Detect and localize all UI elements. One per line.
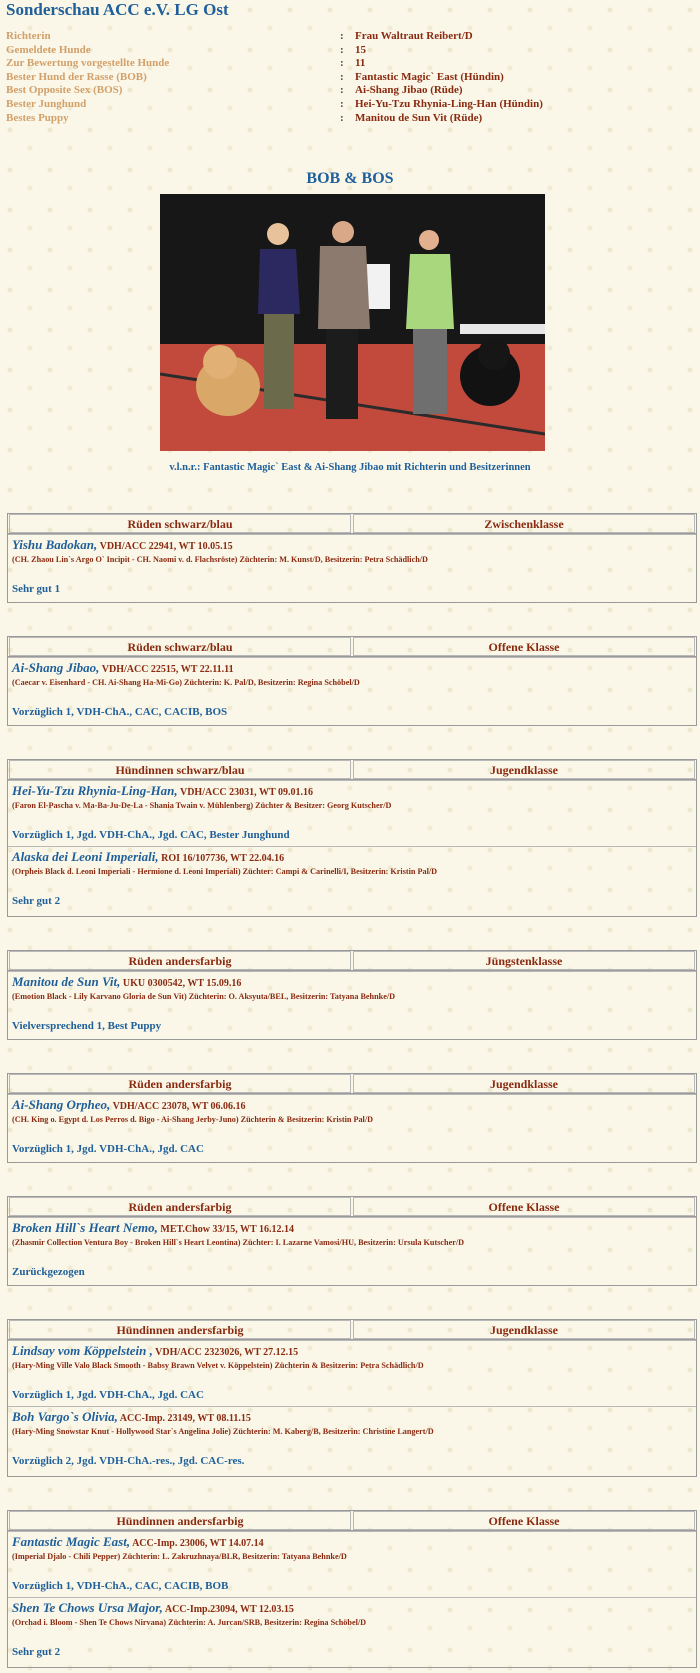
class-table-header	[8, 637, 696, 657]
class-label: Jugendklasse	[353, 1074, 695, 1093]
group-label: Rüden schwarz/blau	[9, 637, 351, 656]
dog-name-line	[12, 1534, 692, 1550]
dog-name-line	[12, 1220, 692, 1236]
dog-entry	[8, 1217, 696, 1283]
summary-label: Bester Junghund	[6, 97, 87, 110]
summary-value: 15	[355, 43, 366, 56]
dog-registration: ACC-Imp. 23149, WT 08.11.15	[119, 1413, 251, 1424]
class-table	[7, 1073, 697, 1163]
class-table	[7, 759, 697, 917]
group-label: Rüden andersfarbig	[9, 1197, 351, 1216]
summary-label: Zur Bewertung vorgestellte Hunde	[6, 57, 170, 70]
dog-name-line	[12, 537, 692, 553]
class-label: Jugendklasse	[353, 1320, 695, 1339]
dog-entry	[8, 657, 696, 723]
dog-registration: VDH/ACC 22941, WT 10.05.15	[99, 541, 233, 552]
summary-row	[6, 98, 696, 112]
dog-name: Manitou de Sun Vit,	[12, 974, 121, 989]
group-label: Rüden schwarz/blau	[9, 514, 351, 533]
dog-name-line	[12, 849, 692, 865]
dog-pedigree: (Orpheis Black d. Leoni Imperiali - Hermione d. Leoni Imperiali) Züchter: Campi & Carinelli/I, Besitzerin: Kristin Pal/D	[12, 867, 438, 876]
dog-name: Ai-Shang Jibao,	[12, 660, 100, 675]
class-table-header	[8, 951, 696, 971]
photo-caption: v.l.n.r.: Fantastic Magic` East & Ai-Shang Jibao mit Richterin und Besitzerinnen	[169, 462, 531, 473]
dog-registration: MET.Chow 33/15, WT 16.12.14	[160, 1224, 295, 1235]
dog-result: Vorzüglich 1, Jgd. VDH-ChA., Jgd. CAC	[12, 1143, 204, 1155]
class-table	[7, 636, 697, 726]
dog-pedigree: (CH. King o. Egypt d. Los Perros d. Bigo - Ai-Shang Jerby-Juno) Züchterin & Besitzerin: Kristin Pal/D	[12, 1115, 374, 1124]
dog-result: Sehr gut 2	[12, 1646, 61, 1658]
class-table	[7, 1196, 697, 1286]
dog-pedigree: (Caecar v. Eisenhard - CH. Ai-Shang Ha-Mi-Go) Züchterin: K. Pal/D, Besitzerin: Regina Schöbel/D	[12, 678, 360, 687]
dog-pedigree: (Hary-Ming Ville Valo Black Smooth - Babsy Brawn Velvet v. Köppelstein) Züchterin & Besitzerin: Petra Schädlich/D	[12, 1361, 424, 1370]
summary-value: Ai-Shang Jibao (Rüde)	[355, 84, 463, 97]
class-table	[7, 513, 697, 603]
summary-label: Bester Hund der Rasse (BOB)	[6, 70, 147, 83]
summary-row	[6, 30, 696, 44]
dog-entry	[8, 1340, 696, 1406]
summary-separator: :	[340, 111, 344, 124]
summary-value: Manitou de Sun Vit (Rüde)	[355, 111, 483, 124]
summary-separator: :	[340, 97, 344, 110]
class-table-header	[8, 514, 696, 534]
page-title: Sonderschau ACC e.V. LG Ost	[6, 0, 229, 19]
dog-name: Ai-Shang Orpheo,	[12, 1097, 111, 1112]
dog-result: Vielversprechend 1, Best Puppy	[12, 1020, 162, 1032]
summary-value: Frau Waltraut Reibert/D	[355, 30, 473, 42]
class-table-header	[8, 1197, 696, 1217]
dog-registration: ROI 16/107736, WT 22.04.16	[161, 853, 285, 864]
dog-name: Boh Vargo`s Olivia,	[12, 1409, 118, 1424]
dog-name-line	[12, 974, 692, 990]
dog-entry	[8, 846, 696, 912]
class-table	[7, 1510, 697, 1668]
class-table-header	[8, 1074, 696, 1094]
group-label: Hündinnen andersfarbig	[9, 1511, 351, 1530]
dog-entry	[8, 534, 696, 600]
dog-result: Zurückgezogen	[12, 1266, 85, 1278]
class-table-header	[8, 1511, 696, 1531]
dog-result: Vorzüglich 1, VDH-ChA., CAC, CACIB, BOB	[12, 1580, 229, 1592]
dog-name-line	[12, 783, 692, 799]
dog-entry	[8, 1406, 696, 1472]
summary-label: Best Opposite Sex (BOS)	[6, 84, 123, 97]
class-label: Jugendklasse	[353, 760, 695, 779]
class-table-header	[8, 760, 696, 780]
summary-label: Bestes Puppy	[6, 111, 69, 124]
dog-registration: VDH/ACC 22515, WT 22.11.11	[101, 664, 234, 675]
dog-pedigree: (Imperial Djalo - Chili Pepper) Züchterin: L. Zakruzhnaya/BLR, Besitzerin: Tatyana Behnke/D	[12, 1552, 347, 1561]
dog-name-line	[12, 1097, 692, 1113]
dog-name: Shen Te Chows Ursa Major,	[12, 1600, 163, 1615]
summary-value: Fantastic Magic` East (Hündin)	[355, 70, 504, 83]
class-label: Offene Klasse	[353, 1197, 695, 1216]
dog-entry	[8, 1597, 696, 1663]
summary-separator: :	[340, 30, 344, 42]
dog-entry	[8, 1531, 696, 1597]
bob-bos-heading: BOB & BOS	[306, 170, 394, 187]
summary-row	[6, 71, 696, 85]
show-summary	[6, 30, 696, 125]
summary-value: 11	[355, 57, 366, 70]
dog-name-line	[12, 1343, 692, 1359]
dog-pedigree: (Orchad i. Bloom - Shen Te Chows Nirvana) Züchterin: A. Jurcan/SRB, Besitzerin: Regina Schöbel/D	[12, 1618, 367, 1627]
bob-bos-photo	[160, 194, 545, 451]
dog-entry	[8, 971, 696, 1037]
dog-pedigree: (Emotion Black - Lily Karvano Gloria de Sun Vit) Züchterin: O. Aksyuta/BEL, Besitzerin: Tatyana Behnke/D	[12, 992, 396, 1001]
dog-registration: VDH/ACC 2323026, WT 27.12.15	[155, 1347, 299, 1358]
dog-name: Fantastic Magic East,	[12, 1534, 131, 1549]
dog-name-line	[12, 1409, 692, 1425]
dog-registration: UKU 0300542, WT 15.09.16	[122, 978, 242, 989]
summary-row	[6, 112, 696, 126]
dog-entry	[8, 1094, 696, 1160]
summary-label: Gemeldete Hunde	[6, 43, 91, 56]
dog-registration: ACC-Imp.23094, WT 12.03.15	[164, 1604, 294, 1615]
class-table-header	[8, 1320, 696, 1340]
dog-pedigree: (CH. Zhaou Lin`s Argo O` Incipit - CH. Naomi v. d. Flachsröste) Züchterin: M. Kunst/D, Besitzerin: Petra Schädlich/D	[12, 555, 428, 564]
dog-pedigree: (Hary-Ming Snowstar Knut - Hollywood Star`s Angelina Jolie) Züchterin: M. Kaberg/B, Besitzerin: Christine Langert/D	[12, 1427, 434, 1436]
summary-separator: :	[340, 84, 344, 97]
photo-illustration	[160, 194, 545, 451]
dog-result: Vorzüglich 1, Jgd. VDH-ChA., Jgd. CAC	[12, 1389, 204, 1401]
class-label: Offene Klasse	[353, 637, 695, 656]
dog-registration: VDH/ACC 23078, WT 06.06.16	[112, 1101, 246, 1112]
class-table	[7, 1319, 697, 1477]
summary-separator: :	[340, 70, 344, 83]
dog-registration: VDH/ACC 23031, WT 09.01.16	[179, 787, 313, 798]
summary-value: Hei-Yu-Tzu Rhynia-Ling-Han (Hündin)	[355, 97, 543, 110]
dog-result: Sehr gut 1	[12, 583, 61, 595]
group-label: Rüden andersfarbig	[9, 1074, 351, 1093]
class-label: Jüngstenklasse	[353, 951, 695, 970]
summary-label: Richterin	[6, 30, 51, 42]
class-table	[7, 950, 697, 1040]
dog-name-line	[12, 660, 692, 676]
summary-separator: :	[340, 43, 344, 56]
summary-row	[6, 84, 696, 98]
dog-name: Alaska dei Leoni Imperiali,	[12, 849, 159, 864]
dog-entry	[8, 780, 696, 846]
dog-result: Vorzüglich 1, VDH-ChA., CAC, CACIB, BOS	[12, 706, 228, 718]
class-label: Offene Klasse	[353, 1511, 695, 1530]
dog-registration: ACC-Imp. 23006, WT 14.07.14	[132, 1538, 264, 1549]
summary-row	[6, 57, 696, 71]
dog-name-line	[12, 1600, 692, 1616]
dog-pedigree: (Zhasmir Collection Ventura Boy - Broken Hill`s Heart Leontina) Züchter: I. Lazarne Vamosi/HU, Besitzerin: Ursula Kutscher/D	[12, 1238, 465, 1247]
group-label: Hündinnen schwarz/blau	[9, 760, 351, 779]
group-label: Hündinnen andersfarbig	[9, 1320, 351, 1339]
dog-name: Yishu Badokan,	[12, 537, 98, 552]
dog-pedigree: (Faron El-Pascha v. Ma-Ba-Ju-De-La - Shania Twain v. Mühlenberg) Züchter & Besitzer: Georg Kutscher/D	[12, 801, 392, 810]
summary-row	[6, 44, 696, 58]
group-label: Rüden andersfarbig	[9, 951, 351, 970]
dog-name: Lindsay vom Köppelstein ,	[12, 1343, 153, 1358]
dog-result: Vorzüglich 2, Jgd. VDH-ChA.-res., Jgd. CAC-res.	[12, 1455, 245, 1467]
dog-result: Sehr gut 2	[12, 895, 61, 907]
dog-name: Broken Hill`s Heart Nemo,	[12, 1220, 158, 1235]
dog-name: Hei-Yu-Tzu Rhynia-Ling-Han,	[12, 783, 178, 798]
dog-result: Vorzüglich 1, Jgd. VDH-ChA., Jgd. CAC, Bester Junghund	[12, 829, 290, 841]
summary-separator: :	[340, 57, 344, 70]
class-label: Zwischenklasse	[353, 514, 695, 533]
